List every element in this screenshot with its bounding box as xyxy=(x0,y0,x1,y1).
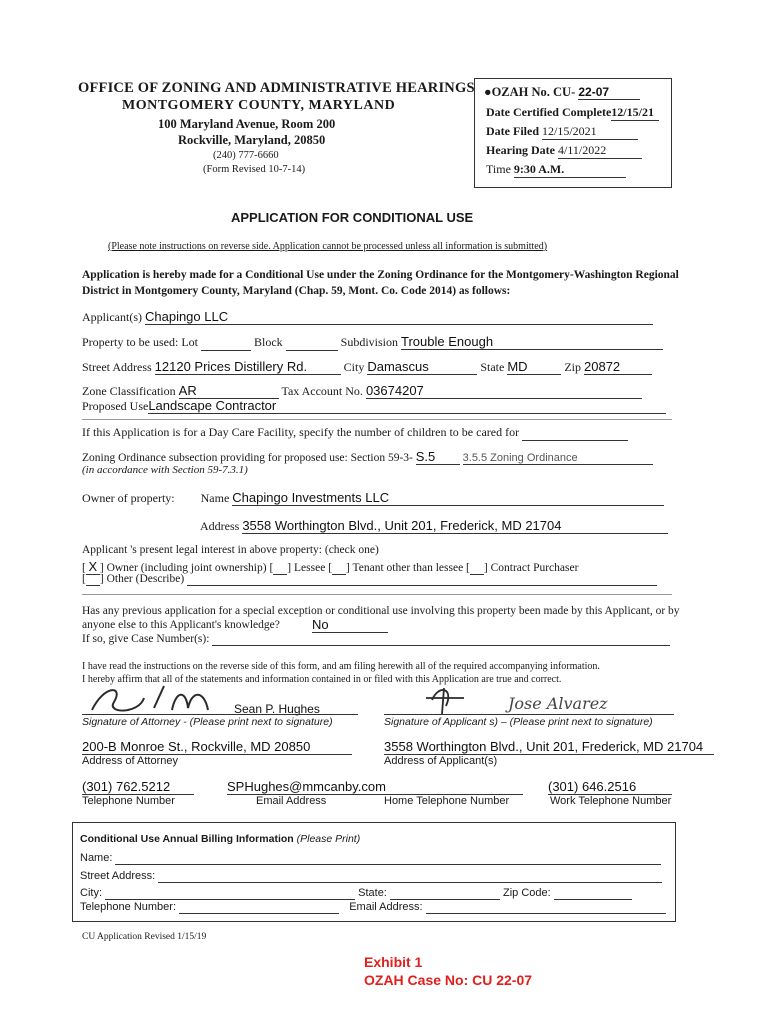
exhibit-label: Exhibit 1 xyxy=(364,954,423,970)
street-row: Street Address 12120 Prices Distillery Rd. City Damascus State MD Zip 20872 xyxy=(82,359,652,375)
attorney-printed-name: Sean P. Hughes xyxy=(234,702,320,716)
billing-street-row: Street Address: xyxy=(80,870,662,883)
city-field[interactable]: Damascus xyxy=(367,359,477,375)
owner-checkbox[interactable]: X xyxy=(86,559,100,575)
zone-field[interactable]: AR xyxy=(179,383,279,399)
billing-email-field[interactable] xyxy=(426,901,666,914)
attorney-phone[interactable]: (301) 762.5212 xyxy=(82,779,194,795)
billing-city-field[interactable] xyxy=(105,887,355,900)
applicant-printed-name: Jose Alvarez xyxy=(508,694,608,713)
applicant-signature-caption: Signature of Applicant s) – (Please print next to signature) xyxy=(384,716,653,728)
billing-city-row: City: State: Zip Code: xyxy=(80,887,632,900)
previous-question: Has any previous application for a special exception or conditional use involving this property been made by this Applicant, or by anyone else to this Applicant's knowledge? xyxy=(82,605,680,631)
office-title: OFFICE OF ZONING AND ADMINISTRATIVE HEARINGS xyxy=(78,80,475,96)
attorney-signature-line xyxy=(82,714,358,715)
work-phone[interactable]: (301) 646.2516 xyxy=(548,779,672,795)
lot-field[interactable] xyxy=(201,335,251,351)
applicant-signature-line xyxy=(384,714,674,715)
billing-street-field[interactable] xyxy=(158,870,662,883)
form-title: APPLICATION FOR CONDITIONAL USE xyxy=(231,210,474,225)
billing-name-field[interactable] xyxy=(115,852,661,865)
owner-address-row: Address 3558 Worthington Blvd., Unit 201, Frederick, MD 21704 xyxy=(200,518,668,534)
billing-phone-field[interactable] xyxy=(179,901,339,914)
attorney-address[interactable]: 200-B Monroe St., Rockville, MD 20850 xyxy=(82,739,352,755)
street-field[interactable]: 12120 Prices Distillery Rd. xyxy=(155,359,341,375)
state-field[interactable]: MD xyxy=(507,359,561,375)
applicant-address[interactable]: 3558 Worthington Blvd., Unit 201, Frederick, MD 21704 xyxy=(384,739,714,755)
ozah-number: ●OZAH No. CU- 22-07 xyxy=(484,85,640,100)
intro-paragraph: Application is hereby made for a Conditional Use under the Zoning Ordinance for the Montgomery-Washington Regional District in Montgomery County, Maryland (Chap. 59, Mont. Co. Code 2014) as follows: xyxy=(82,269,679,297)
owner-row: Owner of property: Name Chapingo Investments LLC xyxy=(82,490,664,506)
attorney-signature-caption: Signature of Attorney - (Please print next to signature) xyxy=(82,716,333,728)
interest-heading: Applicant 's present legal interest in above property: (check one) xyxy=(82,544,379,556)
county-title: MONTGOMERY COUNTY, MARYLAND xyxy=(122,98,396,113)
zoning-note: (in accordance with Section 59-7.3.1) xyxy=(82,464,248,476)
billing-zip-field[interactable] xyxy=(554,887,632,900)
hearing-time: Time 9:30 A.M. xyxy=(486,162,626,178)
billing-phone-row: Telephone Number: Email Address: xyxy=(80,901,666,914)
work-phone-caption: Work Telephone Number xyxy=(550,795,672,807)
applicant-row: Applicant(s) Chapingo LLC xyxy=(82,309,653,325)
declaration-line1: I have read the instructions on the reverse side of this form, and am filing herewith all of the required accompanying information. xyxy=(82,661,600,672)
property-row: Property to be used: Lot Block Subdivision Trouble Enough xyxy=(82,334,663,351)
form-revised: (Form Revised 10-7-14) xyxy=(203,164,306,175)
applicant-address-caption: Address of Applicant(s) xyxy=(384,755,498,767)
office-address-line2: Rockville, Maryland, 20850 xyxy=(178,133,326,147)
cu-application-revised: CU Application Revised 1/15/19 xyxy=(82,932,207,942)
exhibit-case-number: OZAH Case No: CU 22-07 xyxy=(364,972,533,988)
other-describe-field[interactable] xyxy=(187,573,657,586)
bullet-icon: ● xyxy=(484,85,492,99)
billing-state-field[interactable] xyxy=(390,887,500,900)
date-filed: Date Filed 12/15/2021 xyxy=(486,124,638,140)
telephone-caption: Telephone Number xyxy=(82,795,175,807)
interest-other: [ ] Other (Describe) xyxy=(82,573,657,586)
divider-line xyxy=(82,419,672,420)
home-phone-caption: Home Telephone Number xyxy=(384,795,510,807)
attorney-address-caption: Address of Attorney xyxy=(82,755,178,767)
billing-heading: Conditional Use Annual Billing Information (Please Print) xyxy=(80,833,361,845)
office-phone: (240) 777-6660 xyxy=(213,150,279,161)
subdivision-field[interactable]: Trouble Enough xyxy=(401,334,663,350)
zoning-extra-field[interactable]: 3.5.5 Zoning Ordinance xyxy=(463,452,653,465)
instructions-notice: (Please note instructions on reverse side. Application cannot be processed unless all information is submitted) xyxy=(108,241,548,252)
zone-row: Zone Classification AR Tax Account No. 03674207 xyxy=(82,383,642,399)
owner-address-field[interactable]: 3558 Worthington Blvd., Unit 201, Frederick, MD 21704 xyxy=(242,518,668,534)
declaration-line2: I hereby affirm that all of the statements and information contained in or filed with this Application are true and correct. xyxy=(82,674,562,685)
billing-name-row: Name: xyxy=(80,852,661,865)
zoning-row: Zoning Ordinance subsection providing for proposed use: Section 59-3- S.5 3.5.5 Zoning Ordinance xyxy=(82,449,653,465)
zip-field[interactable]: 20872 xyxy=(584,359,652,375)
zoning-section-field[interactable]: S.5 xyxy=(416,449,460,465)
interest-options: [ X ] Owner (including joint ownership) [ ] Lessee [ ] Tenant other than lessee [ ] Contract Purchaser xyxy=(82,559,579,574)
proposed-use-row: Proposed UseLandscape Contractor xyxy=(82,398,666,414)
hearing-date: Hearing Date 4/11/2022 xyxy=(486,143,642,159)
attorney-email[interactable]: SPHughes@mmcanby.com xyxy=(227,779,523,795)
office-address-line1: 100 Maryland Avenue, Room 200 xyxy=(158,117,336,131)
daycare-row: If this Application is for a Day Care Facility, specify the number of children to be cared for xyxy=(82,425,628,441)
proposed-use-field[interactable]: Landscape Contractor xyxy=(148,398,666,414)
tax-account-field[interactable]: 03674207 xyxy=(366,383,642,399)
divider-line xyxy=(82,594,672,595)
applicant-field[interactable]: Chapingo LLC xyxy=(145,309,653,325)
block-field[interactable] xyxy=(286,335,338,351)
case-number-row: If so, give Case Number(s): xyxy=(82,633,670,646)
date-certified: Date Certified Complete12/15/21 xyxy=(486,105,659,121)
previous-answer[interactable]: No xyxy=(312,617,388,633)
case-number-field[interactable] xyxy=(212,633,670,646)
owner-name-field[interactable]: Chapingo Investments LLC xyxy=(232,490,664,506)
email-caption: Email Address xyxy=(256,795,327,807)
other-checkbox[interactable] xyxy=(86,573,100,586)
daycare-field[interactable] xyxy=(522,425,628,441)
